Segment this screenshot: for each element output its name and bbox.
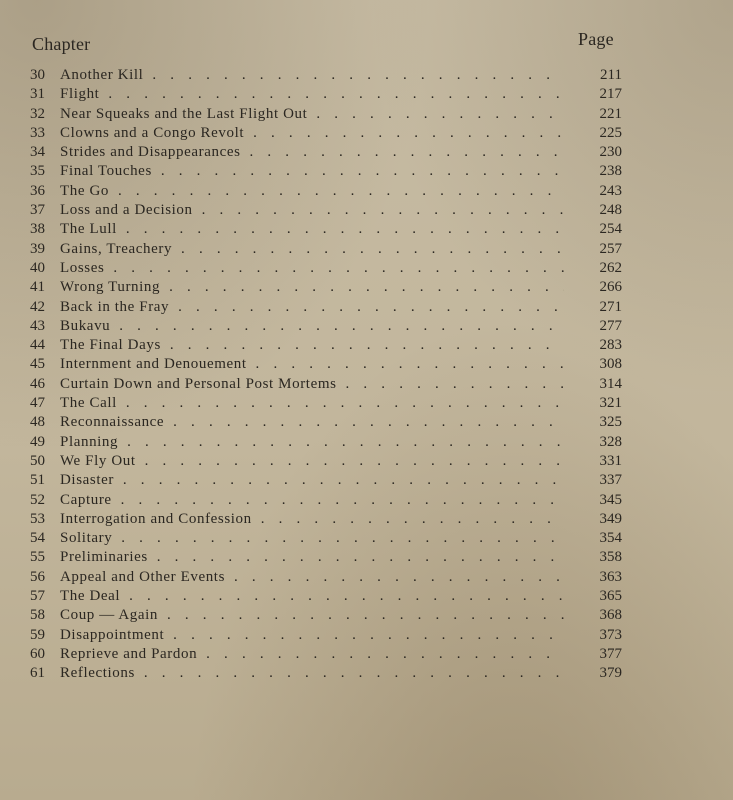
chapter-title-text: Reprieve and Pardon xyxy=(60,645,198,662)
page-number: 377 xyxy=(599,645,622,662)
dot-leader xyxy=(169,299,564,315)
dot-leader xyxy=(110,318,564,334)
page-number: 314 xyxy=(599,375,622,392)
chapter-title-text: Flight xyxy=(60,86,100,103)
toc-entry xyxy=(30,85,622,104)
chapter-number: 32 xyxy=(30,105,45,122)
page-number: 238 xyxy=(599,163,622,180)
page-number: 308 xyxy=(599,356,622,373)
dot-leader xyxy=(99,86,564,102)
chapter-title-text: Capture xyxy=(60,491,112,508)
toc-entry xyxy=(30,529,622,548)
toc-entry xyxy=(30,664,622,683)
toc-entry xyxy=(30,606,622,625)
chapter-number: 43 xyxy=(30,317,45,334)
chapter-title xyxy=(60,452,564,471)
toc-entry xyxy=(30,66,622,85)
toc-entry xyxy=(30,375,622,394)
chapter-title-text: The Final Days xyxy=(60,337,161,354)
chapter-title xyxy=(60,471,564,490)
toc-entry xyxy=(30,336,622,355)
toc-entry xyxy=(30,491,622,510)
chapter-title xyxy=(60,220,564,239)
chapter-title-text: Back in the Fray xyxy=(60,298,170,315)
toc-entry xyxy=(30,645,622,664)
chapter-title-text: Disappointment xyxy=(60,626,165,643)
chapter-title-text: The Go xyxy=(60,182,110,199)
chapter-title xyxy=(60,529,564,548)
dot-leader xyxy=(117,395,564,411)
dot-leader xyxy=(193,202,564,218)
chapter-title-text: Coup — Again xyxy=(60,607,159,624)
chapter-title xyxy=(60,394,564,413)
page-number: 325 xyxy=(599,414,622,431)
chapter-number: 40 xyxy=(30,259,45,276)
toc-entry xyxy=(30,298,622,317)
page-number: 262 xyxy=(599,259,622,276)
chapter-title xyxy=(60,105,564,124)
chapter-column-heading: Chapter xyxy=(32,34,91,54)
dot-leader xyxy=(118,434,564,450)
chapter-title-text: Disaster xyxy=(60,472,114,489)
toc-entry xyxy=(30,394,622,413)
page-number: 211 xyxy=(600,67,622,83)
dot-leader xyxy=(148,549,564,565)
chapter-number: 53 xyxy=(30,510,45,527)
page-number: 321 xyxy=(599,395,622,412)
toc-entry xyxy=(30,568,622,587)
dot-leader xyxy=(109,183,564,199)
chapter-number: 49 xyxy=(30,433,45,450)
chapter-title xyxy=(60,626,564,645)
chapter-title-text: Loss and a Decision xyxy=(60,202,193,219)
chapter-title xyxy=(60,298,564,317)
dot-leader xyxy=(158,607,564,623)
chapter-title-text: Clowns and a Congo Revolt xyxy=(60,124,245,141)
chapter-title xyxy=(60,240,564,259)
dot-leader xyxy=(164,414,564,430)
dot-leader xyxy=(241,144,564,160)
page-number: 225 xyxy=(599,124,622,141)
chapter-number: 33 xyxy=(30,124,45,141)
page-number: 345 xyxy=(599,491,622,508)
chapter-title xyxy=(60,587,564,606)
page-number: 368 xyxy=(599,607,622,624)
chapter-number: 48 xyxy=(30,414,45,431)
chapter-number: 61 xyxy=(30,665,45,682)
chapter-title xyxy=(60,336,564,355)
toc-entry xyxy=(30,162,622,181)
chapter-number: 55 xyxy=(30,549,45,566)
page-number: 243 xyxy=(599,182,622,199)
table-of-contents xyxy=(30,66,622,684)
dot-leader xyxy=(337,376,564,392)
dot-leader xyxy=(143,67,564,83)
page-number: 354 xyxy=(599,530,622,547)
chapter-title-text: Near Squeaks and the Last Flight Out xyxy=(60,105,308,122)
chapter-title xyxy=(60,182,564,201)
toc-entry xyxy=(30,626,622,645)
chapter-number: 59 xyxy=(30,626,45,643)
chapter-number: 52 xyxy=(30,491,45,508)
chapter-number: 50 xyxy=(30,452,45,469)
toc-entry xyxy=(30,201,622,220)
chapter-title xyxy=(60,259,564,278)
page-number: 349 xyxy=(599,510,622,527)
chapter-title-text: Wrong Turning xyxy=(60,279,161,296)
chapter-title-text: Preliminaries xyxy=(60,549,148,566)
chapter-title-text: Another Kill xyxy=(60,67,144,83)
toc-entry xyxy=(30,317,622,336)
chapter-title-text: Strides and Disappearances xyxy=(60,144,241,161)
chapter-title-text: Internment and Denouement xyxy=(60,356,247,373)
dot-leader xyxy=(104,260,564,276)
page-number: 379 xyxy=(599,665,622,682)
chapter-title-text: The Call xyxy=(60,395,117,412)
page-number: 217 xyxy=(599,86,622,103)
chapter-title-text: Gains, Treachery xyxy=(60,240,173,257)
page-number: 365 xyxy=(599,588,622,605)
page-number: 221 xyxy=(599,105,622,122)
chapter-title xyxy=(60,645,564,664)
dot-leader xyxy=(160,279,564,295)
toc-entry xyxy=(30,278,622,297)
page-number: 337 xyxy=(599,472,622,489)
chapter-title xyxy=(60,162,564,181)
dot-leader xyxy=(152,163,564,179)
chapter-title xyxy=(60,491,564,510)
chapter-title-text: Appeal and Other Events xyxy=(60,568,226,585)
chapter-number: 46 xyxy=(30,375,45,392)
toc-entry xyxy=(30,124,622,143)
dot-leader xyxy=(114,472,564,488)
page-number: 328 xyxy=(599,433,622,450)
chapter-title-text: Reconnaissance xyxy=(60,414,165,431)
chapter-number: 47 xyxy=(30,395,45,412)
chapter-title xyxy=(60,85,564,104)
dot-leader xyxy=(244,125,564,141)
toc-entry xyxy=(30,143,622,162)
chapter-title xyxy=(60,664,564,683)
chapter-title-text: Curtain Down and Personal Post Mortems xyxy=(60,375,337,392)
chapter-title-text: Bukavu xyxy=(60,317,111,334)
chapter-title-text: Final Touches xyxy=(60,163,152,180)
page-number: 230 xyxy=(599,144,622,161)
dot-leader xyxy=(164,627,564,643)
chapter-number: 60 xyxy=(30,645,45,662)
chapter-title xyxy=(60,143,564,162)
dot-leader xyxy=(247,356,564,372)
chapter-title xyxy=(60,510,564,529)
chapter-number: 31 xyxy=(30,86,45,103)
toc-entry xyxy=(30,355,622,374)
chapter-title xyxy=(60,548,564,567)
chapter-number: 30 xyxy=(30,67,45,83)
chapter-number: 35 xyxy=(30,163,45,180)
dot-leader xyxy=(252,511,564,527)
dot-leader xyxy=(112,492,564,508)
page-number: 373 xyxy=(599,626,622,643)
toc-entry xyxy=(30,413,622,432)
chapter-title xyxy=(60,568,564,587)
chapter-number: 38 xyxy=(30,221,45,238)
page-number: 248 xyxy=(599,202,622,219)
toc-entry xyxy=(30,433,622,452)
toc-entry xyxy=(30,452,622,471)
chapter-title-text: Losses xyxy=(60,259,105,276)
page-column-heading: Page xyxy=(578,29,614,49)
toc-entry xyxy=(30,548,622,567)
toc-entry xyxy=(30,587,622,606)
chapter-title xyxy=(60,124,564,143)
page-number: 358 xyxy=(599,549,622,566)
chapter-title-text: Reflections xyxy=(60,665,135,682)
chapter-title-text: We Fly Out xyxy=(60,452,136,469)
chapter-title xyxy=(60,317,564,336)
chapter-number: 34 xyxy=(30,144,45,161)
chapter-number: 39 xyxy=(30,240,45,257)
chapter-number: 42 xyxy=(30,298,45,315)
toc-entry xyxy=(30,220,622,239)
page-number: 257 xyxy=(599,240,622,257)
chapter-title xyxy=(60,278,564,297)
chapter-number: 58 xyxy=(30,607,45,624)
dot-leader xyxy=(307,106,564,122)
chapter-number: 51 xyxy=(30,472,45,489)
chapter-number: 37 xyxy=(30,202,45,219)
dot-leader xyxy=(135,665,564,681)
page-number: 283 xyxy=(599,337,622,354)
dot-leader xyxy=(120,588,564,604)
chapter-title-text: Solitary xyxy=(60,530,113,547)
chapter-number: 57 xyxy=(30,588,45,605)
toc-entry xyxy=(30,182,622,201)
dot-leader xyxy=(197,646,564,662)
toc-entry xyxy=(30,259,622,278)
chapter-title xyxy=(60,375,564,394)
chapter-title xyxy=(60,201,564,220)
dot-leader xyxy=(112,530,564,546)
dot-leader xyxy=(117,221,564,237)
dot-leader xyxy=(136,453,564,469)
chapter-number: 44 xyxy=(30,337,45,354)
chapter-title xyxy=(60,66,564,85)
chapter-title-text: The Deal xyxy=(60,588,121,605)
chapter-number: 56 xyxy=(30,568,45,585)
chapter-title-text: Planning xyxy=(60,433,119,450)
chapter-number: 41 xyxy=(30,279,45,296)
toc-entry xyxy=(30,105,622,124)
page-number: 277 xyxy=(599,317,622,334)
chapter-number: 45 xyxy=(30,356,45,373)
toc-entry xyxy=(30,510,622,529)
toc-entry xyxy=(30,471,622,490)
chapter-title-text: The Lull xyxy=(60,221,117,238)
dot-leader xyxy=(172,241,564,257)
page-number: 363 xyxy=(599,568,622,585)
toc-entry xyxy=(30,240,622,259)
page-number: 331 xyxy=(599,452,622,469)
chapter-title xyxy=(60,355,564,374)
dot-leader xyxy=(161,337,564,353)
dot-leader xyxy=(225,569,564,585)
chapter-title xyxy=(60,413,564,432)
page-number: 271 xyxy=(599,298,622,315)
page-number: 254 xyxy=(599,221,622,238)
chapter-title xyxy=(60,606,564,625)
chapter-number: 36 xyxy=(30,182,45,199)
chapter-number: 54 xyxy=(30,530,45,547)
chapter-title-text: Interrogation and Confession xyxy=(60,510,252,527)
chapter-title xyxy=(60,433,564,452)
page-number: 266 xyxy=(599,279,622,296)
